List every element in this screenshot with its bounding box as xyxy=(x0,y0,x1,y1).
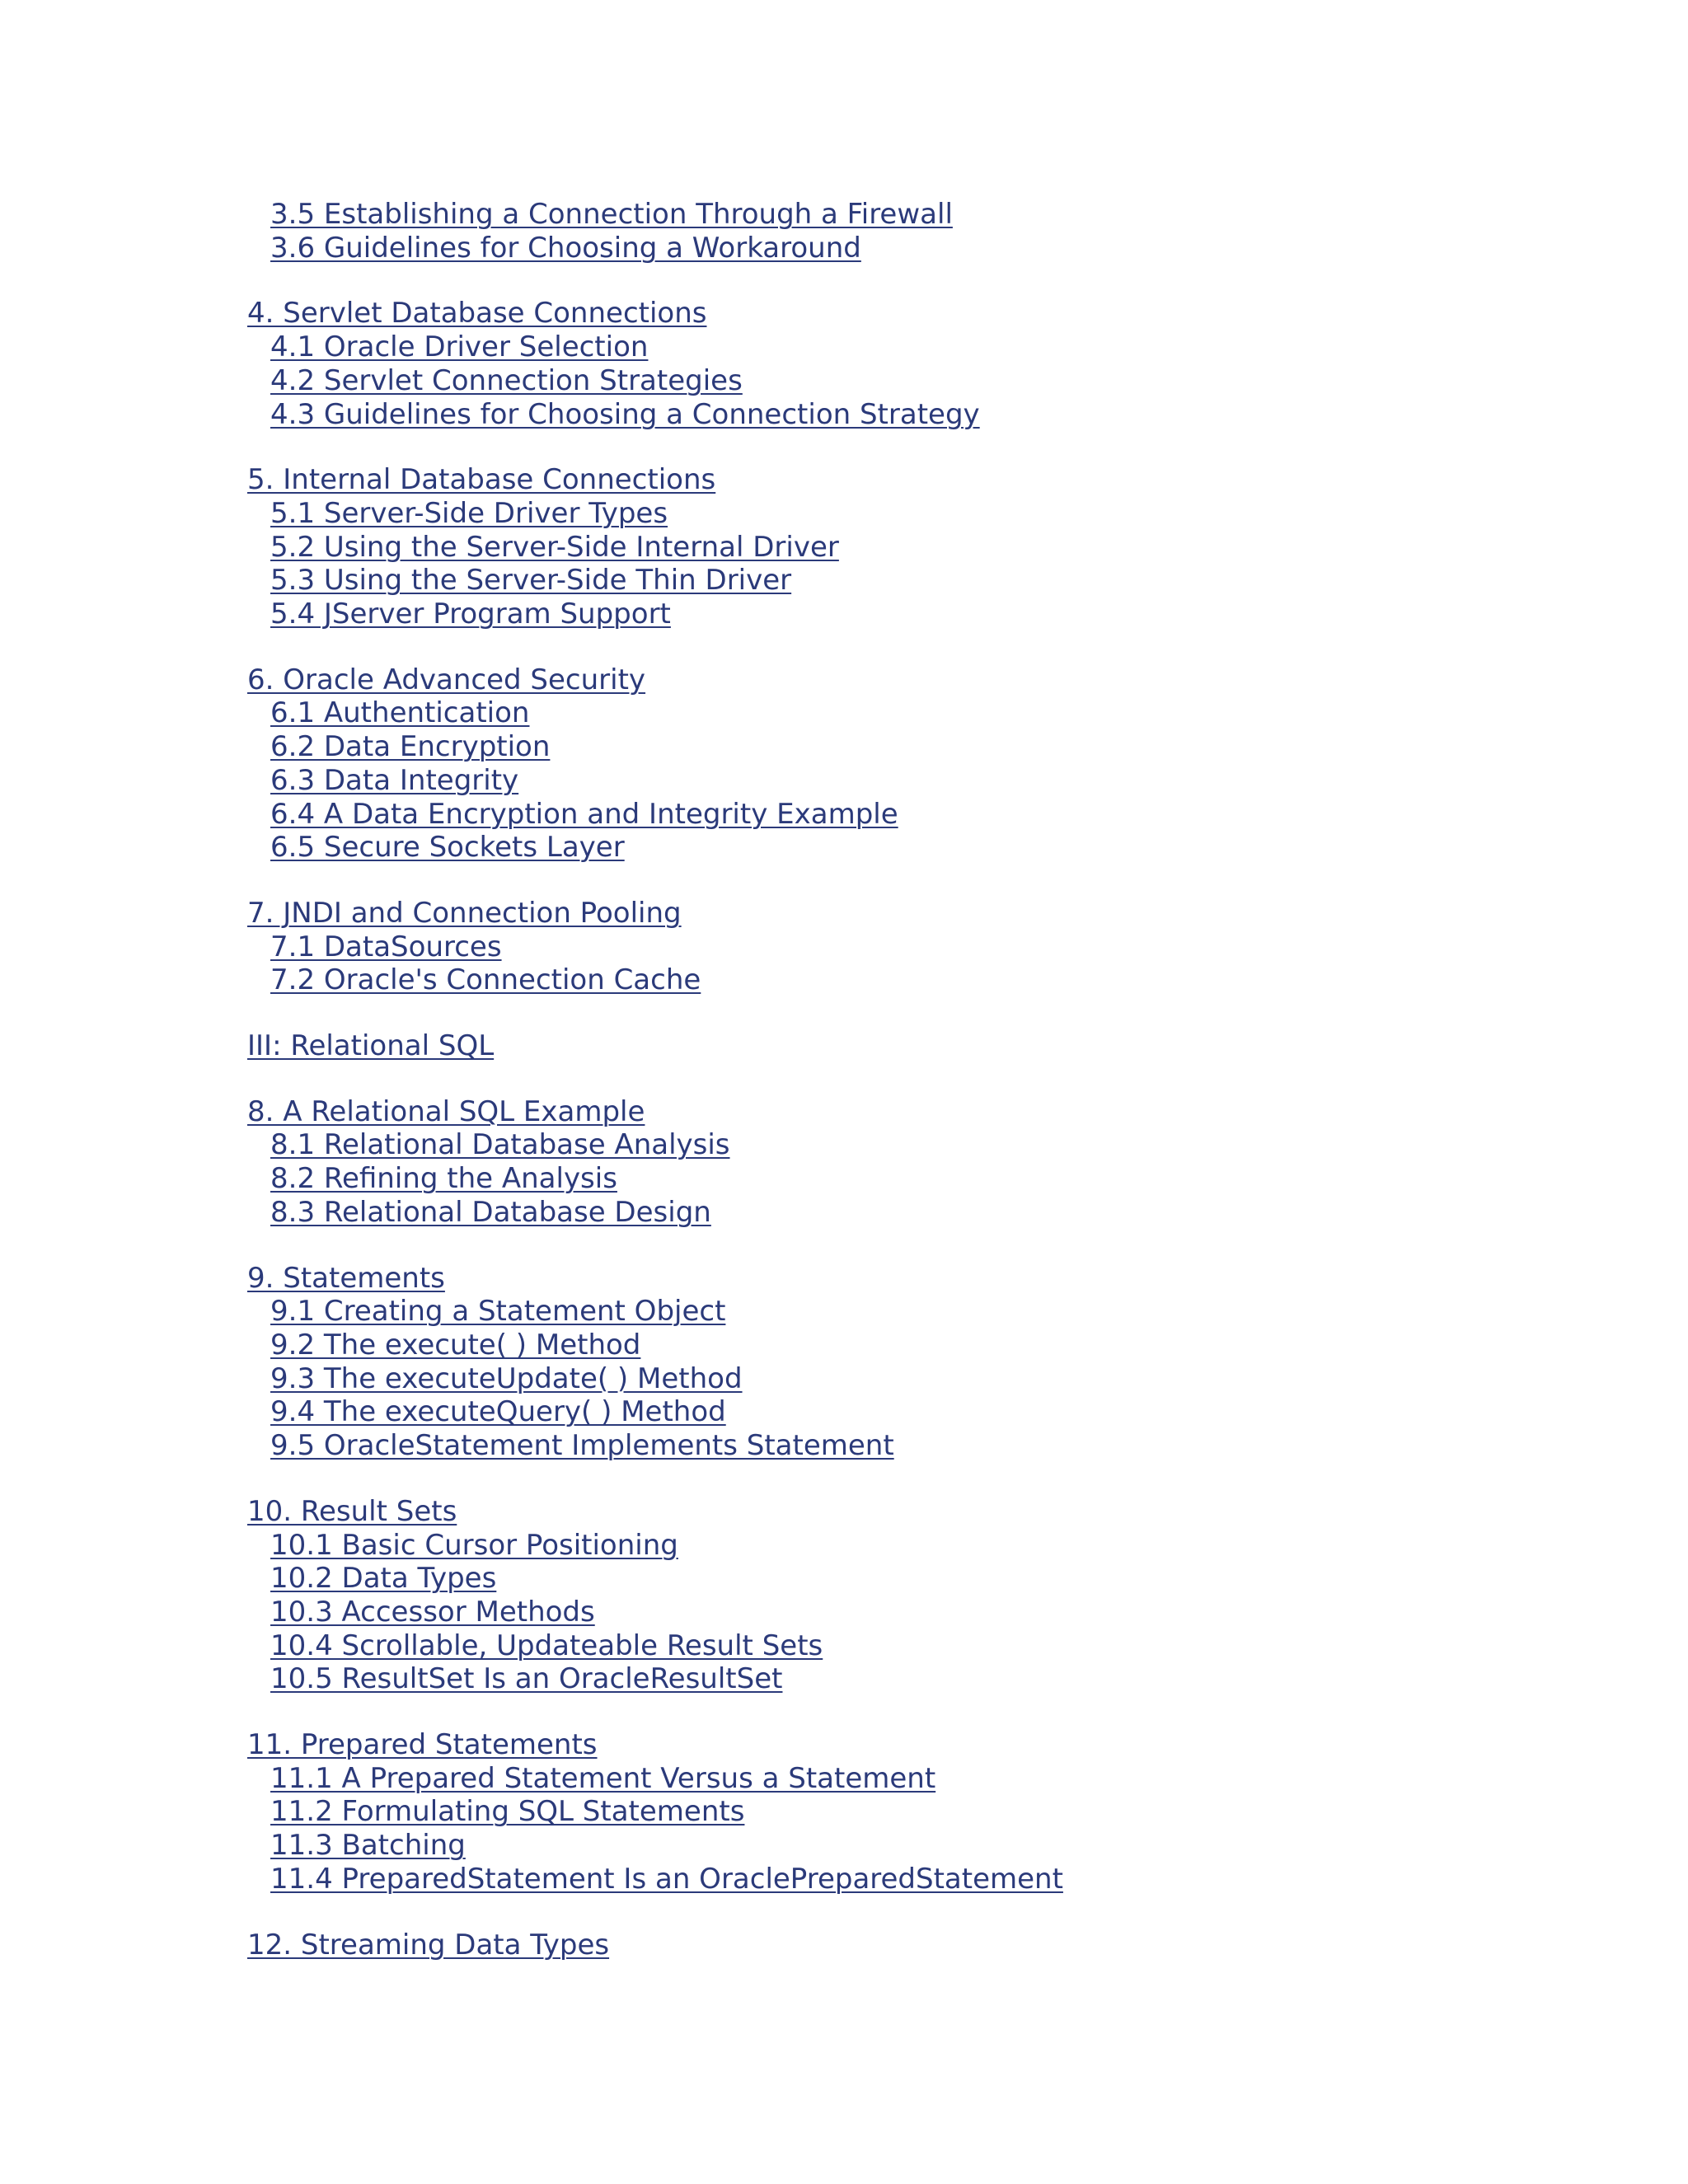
toc-chapter-row xyxy=(247,297,1648,330)
toc-section-link[interactable]: 10.5 ResultSet Is an OracleResultSet xyxy=(270,1662,783,1696)
toc-section-row xyxy=(247,798,1648,832)
toc-chapter-row xyxy=(247,897,1648,930)
toc-chapter-row xyxy=(247,1095,1648,1129)
toc-section xyxy=(247,1095,1648,1230)
toc-section-link[interactable]: 8.3 Relational Database Design xyxy=(270,1195,711,1229)
toc-chapter-link[interactable]: 8. A Relational SQL Example xyxy=(247,1094,645,1128)
toc-chapter-row xyxy=(247,1029,1648,1063)
toc-section-link[interactable]: 5.4 JServer Program Support xyxy=(270,598,671,631)
toc-section xyxy=(247,1495,1648,1696)
toc-section xyxy=(247,198,1648,265)
toc-chapter-link[interactable]: 12. Streaming Data Types xyxy=(247,1928,610,1961)
toc-section-row xyxy=(247,1329,1648,1362)
toc-section-link[interactable]: 10.1 Basic Cursor Positioning xyxy=(270,1528,678,1562)
toc-section xyxy=(247,897,1648,997)
toc-section-link[interactable]: 6.1 Authentication xyxy=(270,696,530,730)
toc-section-row xyxy=(247,963,1648,997)
toc-section-row xyxy=(247,330,1648,364)
toc-chapter-link[interactable]: 4. Servlet Database Connections xyxy=(247,297,707,330)
toc-section-link[interactable]: 6.5 Secure Sockets Layer xyxy=(270,831,625,865)
toc-section-link[interactable]: 11.2 Formulating SQL Statements xyxy=(270,1795,745,1829)
toc-chapter-row xyxy=(247,463,1648,497)
toc-section-link[interactable]: 8.1 Relational Database Analysis xyxy=(270,1128,730,1162)
toc-section xyxy=(247,463,1648,631)
toc-section-link[interactable]: 6.3 Data Integrity xyxy=(270,763,519,797)
toc-section xyxy=(247,1262,1648,1463)
toc-section-row xyxy=(247,1662,1648,1696)
toc-section-link[interactable]: 7.1 DataSources xyxy=(270,930,502,963)
toc-section-link[interactable]: 3.5 Establishing a Connection Through a Firewall xyxy=(270,198,953,231)
toc-chapter-link[interactable]: 10. Result Sets xyxy=(247,1494,457,1528)
toc-section xyxy=(247,663,1648,865)
toc-section-link[interactable]: 10.4 Scrollable, Updateable Result Sets xyxy=(270,1629,823,1662)
toc-section-row xyxy=(247,1562,1648,1596)
toc-section-link[interactable]: 3.6 Guidelines for Choosing a Workaround xyxy=(270,231,861,265)
toc-section-row xyxy=(247,1762,1648,1796)
toc-section-link[interactable]: 10.3 Accessor Methods xyxy=(270,1595,595,1629)
toc-section-row xyxy=(247,730,1648,764)
toc-section-row xyxy=(247,1629,1648,1663)
toc-chapter-row xyxy=(247,663,1648,697)
toc-section-link[interactable]: 6.2 Data Encryption xyxy=(270,730,551,764)
toc-section-row xyxy=(247,497,1648,531)
toc-section-row xyxy=(247,1429,1648,1463)
toc-section-row xyxy=(247,364,1648,398)
toc-chapter-row xyxy=(247,1495,1648,1529)
toc-section xyxy=(247,297,1648,431)
toc-section-row xyxy=(247,531,1648,565)
toc-chapter-link[interactable]: 9. Statements xyxy=(247,1261,445,1295)
toc-section-row xyxy=(247,1596,1648,1629)
toc-section-row xyxy=(247,1162,1648,1196)
toc-section-link[interactable]: 4.2 Servlet Connection Strategies xyxy=(270,363,743,397)
toc-section-link[interactable]: 4.3 Guidelines for Choosing a Connection Strategy xyxy=(270,397,980,431)
toc-section-row xyxy=(247,831,1648,865)
toc-section-link[interactable]: 7.2 Oracle's Connection Cache xyxy=(270,963,701,997)
toc-section-row xyxy=(247,1362,1648,1396)
toc-chapter-link[interactable]: III: Relational SQL xyxy=(247,1029,495,1063)
toc-section-row xyxy=(247,1863,1648,1896)
toc-section-link[interactable]: 9.3 The executeUpdate( ) Method xyxy=(270,1361,743,1395)
toc-section-row xyxy=(247,1829,1648,1863)
toc-section-link[interactable]: 9.2 The execute( ) Method xyxy=(270,1328,641,1361)
toc-section-link[interactable]: 11.3 Batching xyxy=(270,1829,466,1863)
toc-chapter-row xyxy=(247,1929,1648,1962)
toc-section-link[interactable]: 5.3 Using the Server-Side Thin Driver xyxy=(270,564,792,598)
toc-section-link[interactable]: 9.1 Creating a Statement Object xyxy=(270,1295,726,1329)
toc-section xyxy=(247,1728,1648,1896)
toc-section-row xyxy=(247,764,1648,798)
table-of-contents xyxy=(247,198,1648,1994)
toc-section xyxy=(247,1029,1648,1063)
toc-chapter-link[interactable]: 6. Oracle Advanced Security xyxy=(247,663,646,696)
toc-chapter-row xyxy=(247,1728,1648,1762)
toc-section-link[interactable]: 6.4 A Data Encryption and Integrity Example xyxy=(270,797,898,831)
toc-chapter-link[interactable]: 11. Prepared Statements xyxy=(247,1728,598,1762)
toc-section-link[interactable]: 5.1 Server-Side Driver Types xyxy=(270,496,668,530)
toc-section-link[interactable]: 9.4 The executeQuery( ) Method xyxy=(270,1395,726,1429)
toc-section-link[interactable]: 8.2 Refining the Analysis xyxy=(270,1162,617,1196)
toc-section-link[interactable]: 9.5 OracleStatement Implements Statement xyxy=(270,1429,894,1463)
toc-section-row xyxy=(247,1795,1648,1829)
toc-section-row xyxy=(247,198,1648,232)
toc-section-row xyxy=(247,930,1648,964)
toc-section-link[interactable]: 4.1 Oracle Driver Selection xyxy=(270,330,649,364)
toc-section-row xyxy=(247,232,1648,265)
toc-section-link[interactable]: 11.4 PreparedStatement Is an OraclePreparedStatement xyxy=(270,1862,1063,1896)
toc-chapter-row xyxy=(247,1262,1648,1296)
toc-section-link[interactable]: 11.1 A Prepared Statement Versus a Statement xyxy=(270,1761,936,1795)
toc-section-row xyxy=(247,598,1648,631)
toc-section-row xyxy=(247,1529,1648,1563)
toc-section-row xyxy=(247,1128,1648,1162)
toc-section-row xyxy=(247,696,1648,730)
toc-section xyxy=(247,1929,1648,1962)
toc-section-row xyxy=(247,1196,1648,1230)
toc-chapter-link[interactable]: 5. Internal Database Connections xyxy=(247,463,716,497)
toc-section-row xyxy=(247,398,1648,432)
toc-section-row xyxy=(247,1395,1648,1429)
toc-chapter-link[interactable]: 7. JNDI and Connection Pooling xyxy=(247,896,682,930)
toc-section-row xyxy=(247,1295,1648,1329)
toc-section-link[interactable]: 10.2 Data Types xyxy=(270,1562,497,1596)
toc-section-row xyxy=(247,564,1648,598)
toc-section-link[interactable]: 5.2 Using the Server-Side Internal Driver xyxy=(270,530,839,564)
